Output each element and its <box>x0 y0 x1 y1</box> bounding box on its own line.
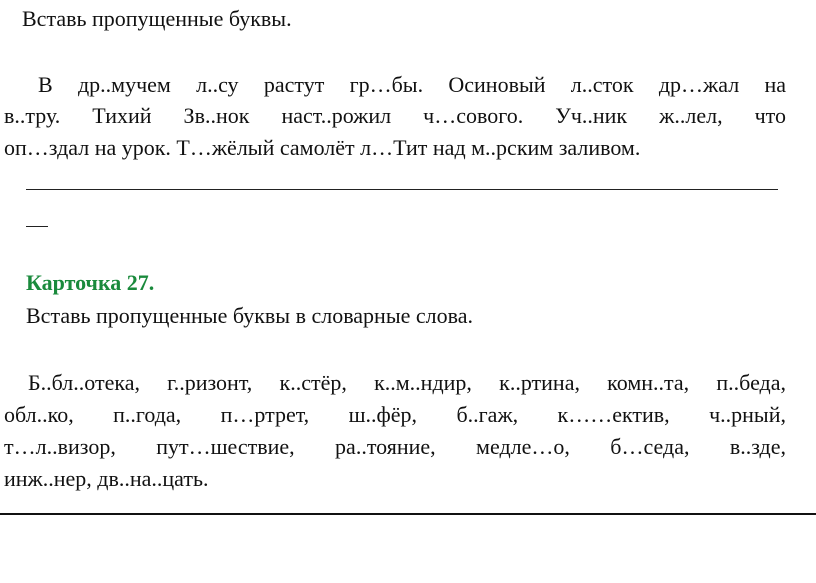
sentence-line-3: оп…здал на урок. Т…жёлый самолёт л…Тит над м..рским заливом. <box>4 135 641 160</box>
task-instruction: Вставь пропущенные буквы. <box>22 6 292 31</box>
card-instruction: Вставь пропущенные буквы в словарные слова. <box>26 303 473 328</box>
sentence-line-2: в..тру. Тихий Зв..нок наст..рожил ч…сового. Уч..ник ж..лел, что <box>4 103 786 128</box>
answer-line <box>26 189 778 190</box>
answer-line-short <box>26 226 48 227</box>
page-divider <box>0 513 816 515</box>
word-line-4: инж..нер, дв..на..цать. <box>4 466 209 491</box>
sentence-line-1: В др..мучем л..су растут гр…бы. Осиновый л..сток др…жал на <box>38 72 786 97</box>
word-line-1: Б..бл..отека, г..ризонт, к..стёр, к..м..ндир, к..ртина, комн..та, п..беда, <box>28 370 786 395</box>
card-title: Карточка 27. <box>26 270 155 295</box>
word-line-3: т…л..визор, пут…шествие, ра..тояние, медле…о, б…седа, в..зде, <box>4 434 786 459</box>
word-line-2: обл..ко, п..года, п…ртрет, ш..фёр, б..гаж, к……ектив, ч..рный, <box>4 402 786 427</box>
